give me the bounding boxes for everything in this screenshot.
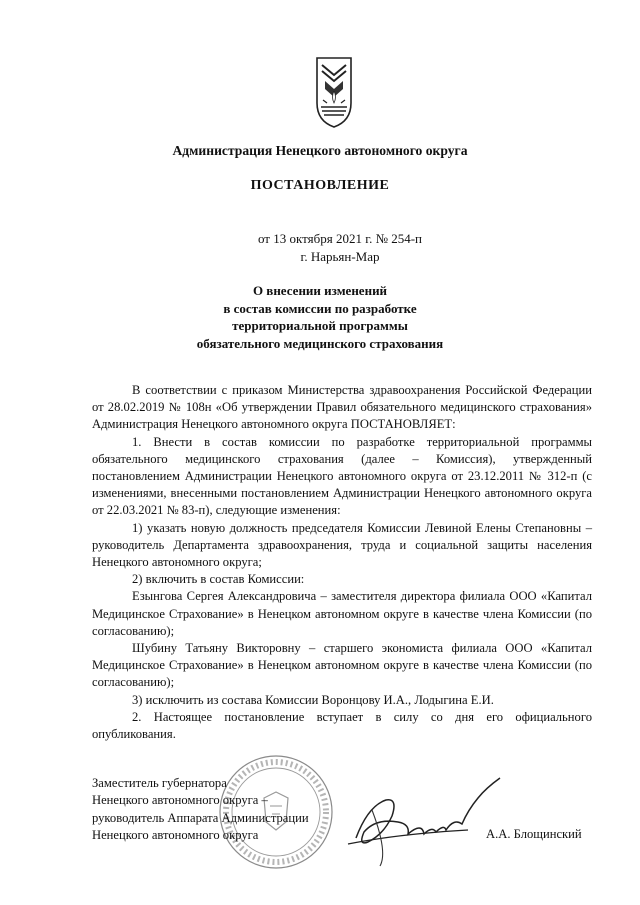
organization-name: Администрация Ненецкого автономного округа [172,143,468,158]
subitem-3-paragraph: 3) исключить из состава Комиссии Воронцову И.А., Лодыгина Е.И. [132,692,494,707]
member-1-paragraph: Езынгова Сергея Александровича – заместителя директора филиала ООО «Капитал Медицинское Страхование» в Ненецком автономном округе в качестве члена Комиссии (по согласованию); [92,589,592,638]
document-title [0,282,640,352]
title-line: обязательного медицинского страхования [196,335,444,351]
signatory-line: Ненецкого автономного округа – [92,793,268,808]
signatory-position [92,775,309,845]
title-line: О внесении изменений [252,283,388,298]
document-date-number: от 13 октября 2021 г. № 254-п [257,231,423,246]
subitem-1-paragraph: 1) указать новую должность председателя Комиссии Левиной Елены Степановны – руководитель Департамента здравоохранения, труда и социальной защиты населения Ненецкого автономного округа; [92,520,592,570]
title-line: в состав комиссии по разработке [223,300,417,316]
signatory-line: Ненецкого автономного округа [92,828,259,843]
signatory-line: руководитель Аппарата Администрации [92,810,309,825]
coat-of-arms-icon [313,55,355,129]
document-body [92,382,592,743]
subitem-2-paragraph: 2) включить в состав Комиссии: [132,572,305,587]
item-1-paragraph: 1. Внести в состав комиссии по разработке территориальной программы обязательного медицинского страхования (далее – Комиссия), утвержденный постановлением Администрации Ненецкого автономного округа от 23.12.2011 № 312-п (с изменениями, внесенными постановлением Администрации Ненецкого автономного округа от 22.03.2021 № 83-п), следующие изменения: [92,434,592,518]
member-2-paragraph: Шубину Татьяну Викторовну – старшего экономиста филиала ООО «Капитал Медицинское Страхование» в Ненецком автономном округе в качестве члена Комиссии (по согласованию); [92,641,592,690]
signatory-name: А.А. Блощинский [486,827,582,841]
document-city: г. Нарьян-Мар [300,249,380,264]
intro-paragraph: В соответствии с приказом Министерства здравоохранения Российской Федерации от 28.02.2019 № 108н «Об утверждении Правил обязательного медицинского страхования» Администрация Ненецкого автономного округа ПОСТАНОВЛЯЕТ: [92,383,592,432]
title-line: территориальной программы [232,318,408,334]
item-2-paragraph: 2. Настоящее постановление вступает в силу со дня его официального опубликования. [92,709,592,742]
document-type: ПОСТАНОВЛЕНИЕ [250,178,390,193]
signatory-line: Заместитель губернатора [92,776,227,790]
handwritten-signature-icon [328,772,518,872]
